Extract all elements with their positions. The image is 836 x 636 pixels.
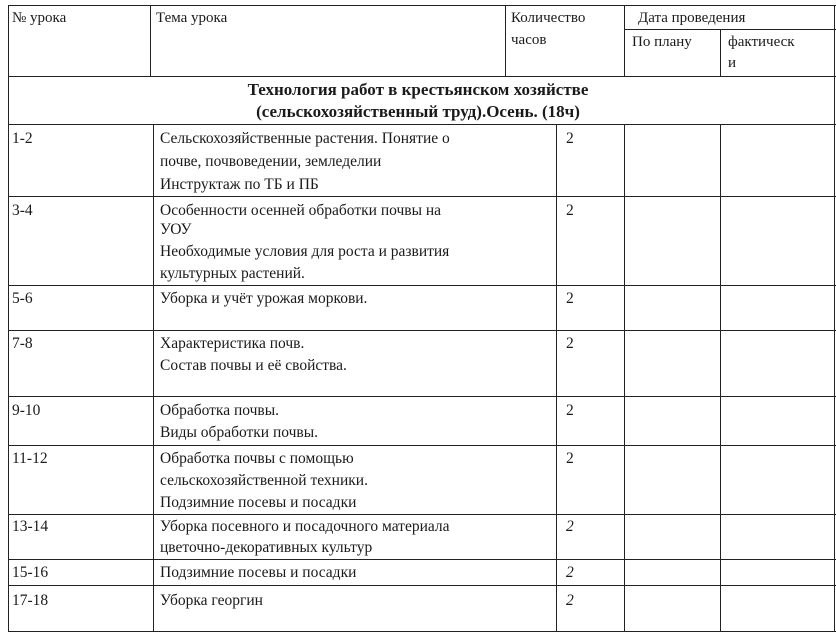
row-4-topic-line2: Состав почвы и её свойства.	[160, 357, 347, 374]
border-date-split	[624, 29, 836, 30]
border-plan-fact-body	[720, 124, 721, 632]
border-header-bottom	[8, 76, 836, 77]
border-row-9	[8, 631, 836, 632]
row-4-hours: 2	[566, 335, 574, 352]
row-4-num: 7-8	[12, 335, 33, 352]
row-2-topic-line1: Особенности осенней обработки почвы на	[160, 202, 442, 219]
row-6-topic-line2: сельскохозяйственной техники.	[160, 472, 368, 489]
row-6-topic-line1: Обработка почвы с помощью	[160, 450, 354, 467]
row-8-num: 15-16	[12, 564, 49, 581]
row-8-hours: 2	[566, 564, 574, 581]
border-topic-hours-body	[556, 124, 557, 632]
row-5-hours: 2	[566, 402, 574, 419]
row-2-topic-line3: Необходимые условия для роста и развития	[160, 243, 450, 260]
row-2-num: 3-4	[12, 202, 33, 219]
row-1-topic-line1: Сельскохозяйственные растения. Понятие о	[160, 130, 450, 147]
border-row-7	[8, 559, 836, 560]
row-7-topic-line1: Уборка посевного и посадочного материала	[160, 518, 450, 535]
border-row-8	[8, 585, 836, 586]
row-5-topic-line2: Виды обработки почвы.	[160, 424, 319, 441]
border-row-5	[8, 445, 836, 446]
row-7-hours: 2	[566, 518, 574, 535]
border-row-4	[8, 396, 836, 397]
row-9-num: 17-18	[12, 592, 49, 609]
header-num: № урока	[12, 10, 67, 26]
border-num-topic-header	[150, 5, 151, 77]
row-1-topic-line3: Инструктаж по ТБ и ПБ	[160, 176, 319, 193]
row-3-topic-line1: Уборка и учёт урожая моркови.	[160, 290, 368, 307]
header-topic: Тема урока	[156, 10, 228, 26]
row-5-topic-line1: Обработка почвы.	[160, 402, 280, 419]
row-6-hours: 2	[566, 450, 574, 467]
border-topic-hours-header	[505, 5, 506, 77]
row-9-hours: 2	[566, 592, 574, 609]
row-2-topic-line4: культурных растений.	[160, 265, 305, 282]
row-1-topic-line2: почве, почвоведении, земледелии	[160, 153, 382, 170]
border-hours-plan-body	[624, 124, 625, 632]
row-4-topic-line1: Характеристика почв.	[160, 335, 305, 352]
row-6-topic-line3: Подзимние посевы и посадки	[160, 494, 357, 511]
border-section-bottom	[8, 124, 836, 125]
row-3-num: 5-6	[12, 290, 33, 307]
header-plan: По плану	[632, 34, 692, 50]
row-9-topic-line1: Уборка георгин	[160, 592, 263, 609]
border-row-1	[8, 196, 836, 197]
header-hours-line2: часов	[511, 32, 547, 48]
header-fact-line2: и	[728, 55, 737, 71]
border-plan-fact	[720, 29, 721, 77]
row-1-hours: 2	[566, 130, 574, 147]
header-hours-line1: Количество	[511, 10, 586, 26]
row-3-hours: 2	[566, 290, 574, 307]
border-hours-plan	[624, 5, 625, 77]
row-1-num: 1-2	[12, 130, 33, 147]
border-num-topic-body	[153, 124, 154, 632]
row-2-hours: 2	[566, 202, 574, 219]
row-7-topic-line2: цветочно-декоративных культур	[160, 539, 373, 556]
row-6-num: 11-12	[12, 450, 48, 467]
header-date: Дата проведения	[638, 10, 746, 26]
border-top	[8, 5, 836, 6]
border-row-2	[8, 285, 836, 286]
row-8-topic-line1: Подзимние посевы и посадки	[160, 564, 357, 581]
row-5-num: 9-10	[12, 402, 41, 419]
border-row-3	[8, 330, 836, 331]
row-7-num: 13-14	[12, 518, 49, 535]
section-title-line2: (сельскохозяйственный труд).Осень. (18ч)	[256, 102, 580, 121]
section-title-line1: Технология работ в крестьянском хозяйстве	[247, 80, 589, 99]
row-2-topic-line2: УОУ	[160, 221, 192, 238]
header-fact-line1: фактическ	[728, 34, 795, 50]
